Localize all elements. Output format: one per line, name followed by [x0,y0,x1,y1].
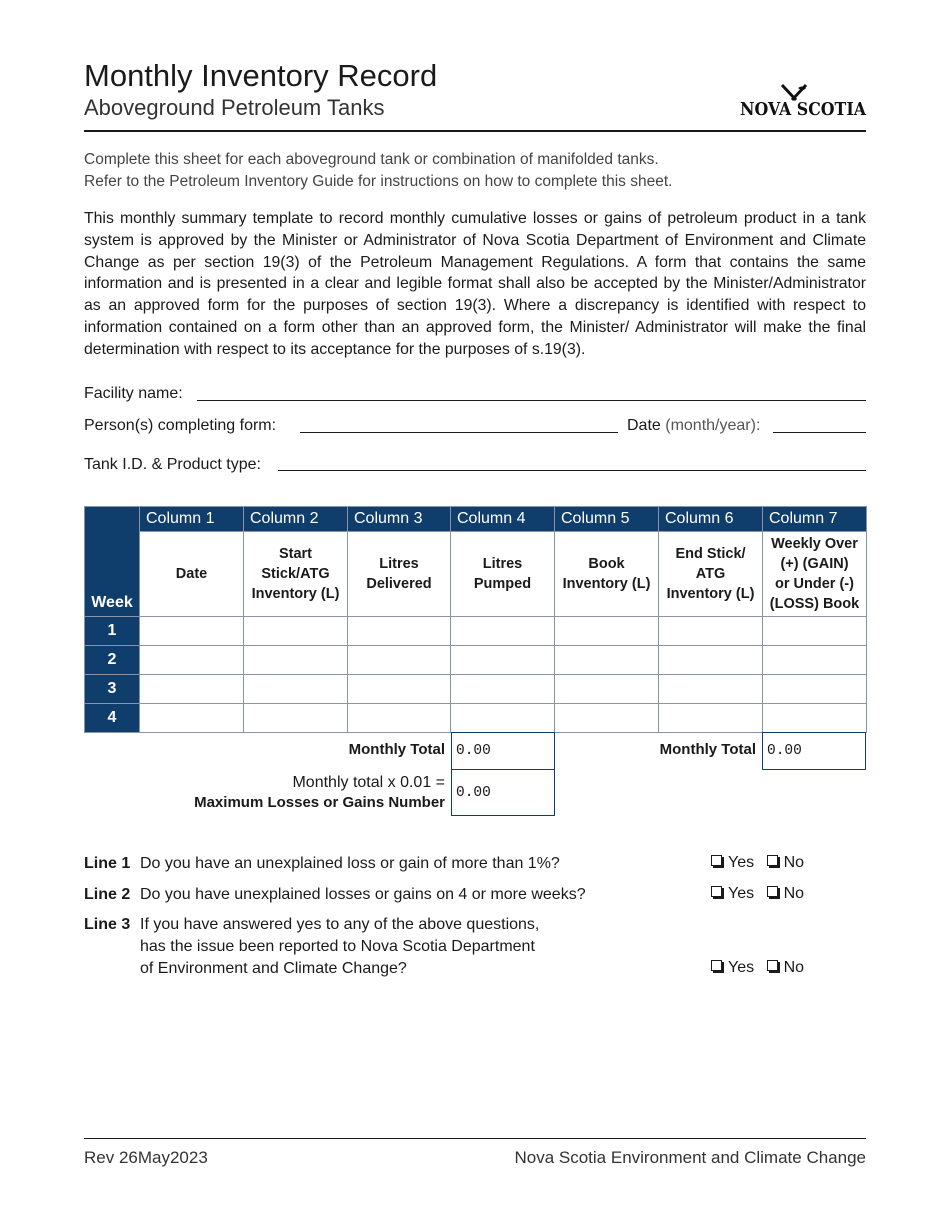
line-2-yes[interactable] [711,885,754,902]
logo-graphic [740,82,868,122]
max-label-line-1: Monthly total x 0.01 = [292,774,445,791]
tank-id-label: Tank I.D. & Product type: [84,456,261,473]
column-5-title-line: Book [588,556,625,572]
line-2-no[interactable] [767,885,804,902]
column-5-title [555,532,659,617]
checkbox-icon [767,855,778,866]
no-label: No [783,854,805,871]
litres-pumped-cell[interactable] [451,617,555,646]
question-text-line: has the issue been reported to Nova Scotia Department [140,938,535,955]
weekly-over-under-cell[interactable] [763,704,867,733]
svg-text:NOVA SCOTIA: NOVA SCOTIA [740,99,867,120]
column-2-title [244,532,348,617]
week-number: 3 [85,675,140,704]
column-3-title-line: Delivered [366,576,432,592]
week-header-label: Week [91,594,133,611]
checkbox-icon [711,960,722,971]
column-5-header: Column 5 [555,507,659,532]
column-4-title-line: Pumped [473,576,532,592]
date-cell[interactable] [140,704,244,733]
max-losses-gains-label [150,773,445,813]
table-row [85,617,867,646]
column-7-title-line: (LOSS) Book [769,596,860,612]
question-text: Do you have unexplained losses or gains on 4 or more weeks? [140,886,586,903]
question-text: Do you have an unexplained loss or gain of more than 1%? [140,855,560,872]
column-4-title-line: Litres [482,556,523,572]
yes-label: Yes [728,885,755,902]
question-text-line: If you have answered yes to any of the above questions, [140,916,540,933]
checkbox-icon [711,855,722,866]
column-1-title [140,532,244,617]
monthly-total-label: Monthly Total [348,741,445,758]
column-7-title [763,532,867,617]
column-6-header: Column 6 [659,507,763,532]
max-label-line-2: Maximum Losses or Gains Number [194,794,445,811]
start-inventory-cell[interactable] [244,704,348,733]
column-3-title-line: Litres [379,556,419,572]
date-label: Date [627,417,661,434]
line-1-yes[interactable] [711,854,754,871]
tank-id-field[interactable] [278,470,866,471]
department-name: Nova Scotia Environment and Climate Change [514,1148,866,1167]
monthly-total-label-col7: Monthly Total [659,741,756,758]
line-number: Line 3 [84,916,131,933]
no-label: No [783,885,805,902]
question-line-3 [84,914,539,980]
date-field[interactable] [773,432,866,433]
persons-field[interactable] [300,432,618,433]
column-3-title [348,532,451,617]
facility-name-field[interactable] [197,400,866,401]
column-7-title-line: (+) (GAIN) [780,556,849,572]
column-7-header: Column 7 [763,507,867,532]
column-6-title-line: End Stick/ [675,546,746,562]
column-1-title-line: Date [175,566,208,582]
column-5-title-line: Inventory (L) [562,576,651,592]
date-cell[interactable] [140,646,244,675]
column-4-title [451,532,555,617]
book-inventory-cell[interactable] [555,617,659,646]
question-line-1 [84,853,560,875]
week-number: 4 [85,704,140,733]
start-inventory-cell[interactable] [244,646,348,675]
end-inventory-cell[interactable] [659,646,763,675]
column-4-header: Column 4 [451,507,555,532]
yes-label: Yes [728,959,755,976]
inventory-table [84,506,867,733]
column-6-title-line: Inventory (L) [666,586,755,602]
question-text [140,914,539,980]
persons-label: Person(s) completing form: [84,417,277,434]
column-2-title-line: Stick/ATG [261,566,330,582]
revision-date: Rev 26May2023 [84,1148,208,1167]
date-cell[interactable] [140,617,244,646]
max-losses-gains-field[interactable]: 0.00 [451,769,555,816]
start-inventory-cell[interactable] [244,675,348,704]
instructions [84,149,866,193]
monthly-total-col4-field[interactable]: 0.00 [451,732,555,770]
book-inventory-cell[interactable] [555,704,659,733]
litres-pumped-cell[interactable] [451,675,555,704]
table-row [85,646,867,675]
instruction-line-2: Refer to the Petroleum Inventory Guide for instructions on how to complete this sheet. [84,173,673,190]
line-3-no[interactable] [767,959,804,976]
litres-delivered-cell[interactable] [348,704,451,733]
line-number: Line 2 [84,886,131,903]
line-1-options [711,854,804,872]
column-title-row [85,532,867,617]
book-inventory-cell[interactable] [555,675,659,704]
column-6-title-line: ATG [695,566,726,582]
start-inventory-cell[interactable] [244,617,348,646]
line-3-options [711,959,804,977]
footer-divider [84,1138,866,1139]
weekly-over-under-cell[interactable] [763,675,867,704]
question-text-line: of Environment and Climate Change? [140,960,407,977]
litres-delivered-cell[interactable] [348,646,451,675]
weekly-over-under-cell[interactable] [763,646,867,675]
end-inventory-cell[interactable] [659,617,763,646]
line-1-no[interactable] [767,854,804,871]
litres-pumped-cell[interactable] [451,704,555,733]
line-2-options [711,885,804,903]
column-2-header: Column 2 [244,507,348,532]
column-number-row [85,507,867,532]
column-2-title-line: Start [278,546,313,562]
book-inventory-cell[interactable] [555,646,659,675]
nova-scotia-logo [740,82,868,122]
end-inventory-cell[interactable] [659,675,763,704]
page-subtitle: Aboveground Petroleum Tanks [84,95,385,120]
column-7-title-line: or Under (-) [775,576,854,592]
table-row [85,704,867,733]
end-inventory-cell[interactable] [659,704,763,733]
week-header-cell [85,507,140,617]
approval-paragraph: This monthly summary template to record monthly cumulative losses or gains of petroleum product in a tank system is approved by the Minister or Administrator of Nova Scotia Department of Environment and Climate Change as per section 19(3) of the Petroleum Management Regulations. A form that contains the same information and is presented in a clear and legible format shall also be accepted by the Minister/Administrator as an approved form for the purposes of section 19(3). Where a discrepancy is identified with respect to information contained on a form other than an approved form, the Minister/ Administrator will make the final determination with respect to its acceptance for the purposes of s.19(3). [84,210,866,358]
line-number: Line 1 [84,855,131,872]
header-divider [84,130,866,132]
facility-name-label: Facility name: [84,385,183,402]
checkbox-icon [767,960,778,971]
question-line-2 [84,884,586,906]
week-number: 1 [85,617,140,646]
column-6-title [659,532,763,617]
checkbox-icon [767,886,778,897]
checkbox-icon [711,886,722,897]
table-row [85,675,867,704]
date-hint: (month/year): [665,417,761,434]
page-title: Monthly Inventory Record [84,58,438,93]
column-2-title-line: Inventory (L) [251,586,340,602]
no-label: No [783,959,805,976]
column-3-header: Column 3 [348,507,451,532]
line-3-yes[interactable] [711,959,754,976]
instruction-line-1: Complete this sheet for each aboveground tank or combination of manifolded tanks. [84,151,659,168]
week-number: 2 [85,646,140,675]
yes-label: Yes [728,854,755,871]
column-7-title-line: Weekly Over [771,536,858,552]
litres-delivered-cell[interactable] [348,617,451,646]
litres-pumped-cell[interactable] [451,646,555,675]
date-cell[interactable] [140,675,244,704]
weekly-over-under-cell[interactable] [763,617,867,646]
litres-delivered-cell[interactable] [348,675,451,704]
monthly-total-col7-field[interactable]: 0.00 [762,732,866,770]
date-label-group [627,417,760,435]
column-1-header: Column 1 [140,507,244,532]
